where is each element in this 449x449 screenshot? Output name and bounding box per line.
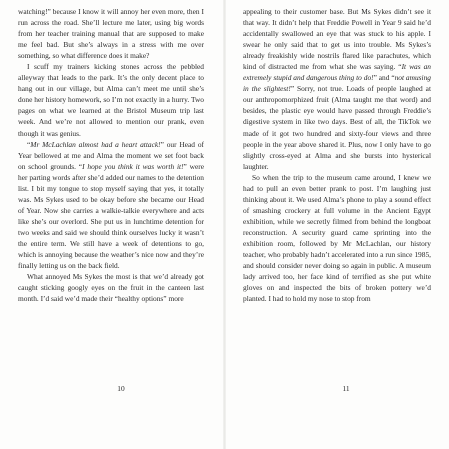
right-page-text — [243, 6, 431, 304]
text-run: ” our Head of Year bellowed at me and Alma the moment we set foot back on school grounds. “ — [18, 139, 204, 171]
paragraph — [18, 139, 204, 272]
text-run: ” Sorry, not true. Loads of people laughed at our anthropomorphized fruit (Alma taught me that word) and besides, the plastic eye would have passed through Freddie’s digestive system in like two days. Best of all, the TikTok we made of it got two hundred and sixty-four views and three people in the year above shared it. Plus, now I only have to go slightly cross-eyed at Alma and she bursts into hysterical laughter. — [243, 84, 432, 171]
paragraph — [18, 6, 204, 61]
paragraph — [18, 271, 204, 304]
text-run: ” were her parting words after she’d added our names to the detention list. I bit my tongue to stop myself saying that yes, it totally was. Ms Sykes used to be okay before she became our Head of Year. Now she carries a walkie-talkie everywhere and acts like she’s our overlord. She put us in lunchtime detention for two weeks and said we should think ourselves lucky it wasn’t the entire term. We still have a week of detentions to go, which is annoying because the weather’s nice now and they’re finally letting us on the back field. — [18, 161, 204, 271]
text-run: watching!” because I know it will annoy her even more, then I run across the road. She’ll lecture me later, using big words from her teacher training manual that are supposed to make me feel bad. But she’s always in a stress with me over something, so what difference does it make? — [18, 7, 204, 61]
left-page-number: 10 — [117, 384, 125, 393]
text-run: What annoyed Ms Sykes the most is that we’d already got caught sticking googly eyes on the fruit in the canteen last month. I’d said we’d made their “healthy options” more — [18, 272, 204, 304]
paragraph — [243, 172, 431, 305]
italic-text: not amusing in the slightest! — [243, 73, 431, 94]
italic-text: Mr McLachlan almost had a heart attack! — [30, 139, 161, 149]
text-run: I scuff my trainers kicking stones across the pebbled alleyway that leads to the park. It’s the only decent place to hang out in our village, but Alma can’t meet me until she’s done her history homework, so I’m not exactly in a hurry. Two pages on what we learned at the Bristol Museum trip last week. And we’re not allowed to mention our prank, even though it was genius. — [18, 62, 204, 138]
text-run: appealing to their customer base. But Ms Sykes didn’t see it that way. It didn’t help that Freddie Powell in Year 9 said he’d accidentally swallowed an eye that was stuck to his apple. I swear he only said that to get us into trouble. Ms Sykes’s already freakishly wide nostrils flared like parachutes, which kind of distracted me from what she was saying. “ — [243, 7, 431, 72]
right-page-number: 11 — [342, 384, 350, 393]
left-page-text — [18, 6, 204, 304]
paragraph — [18, 61, 204, 138]
text-run: ” and “ — [373, 73, 395, 83]
text-run: “ — [27, 139, 31, 149]
italic-text: I hope you think it was worth it! — [82, 161, 184, 171]
italic-text: It was an extremely stupid and dangerous thing to do! — [243, 62, 431, 83]
paragraph — [243, 6, 431, 172]
left-page — [0, 0, 224, 449]
text-run: So when the trip to the museum came around, I knew we had to pull an even better prank to post. I’m laughing just thinking about it. We used Alma’s phone to play a sound effect of smashing crockery at full volume in the Ancient Egypt exhibition, while we secretly filmed from behind the longboat reconstruction. A security guard came sprinting into the exhibition room, followed by Mr McLachlan, our history teacher, who probably hadn’t accelerated into a run since 1985, and should consider never doing so again in public. A museum lady arrived too, her face kind of terrified as she put white gloves on and inspected the bits of broken pottery we’d planted. I had to hold my nose to stop from — [243, 172, 431, 304]
right-page — [225, 0, 449, 449]
